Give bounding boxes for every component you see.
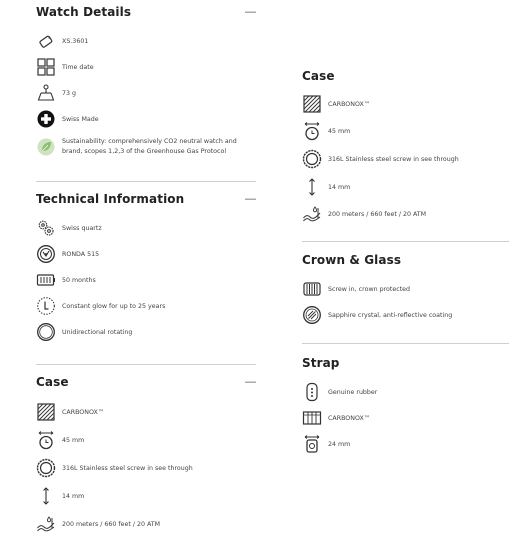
battery-icon bbox=[36, 270, 56, 290]
strap-row-material bbox=[302, 379, 509, 405]
crown-label: Screw in, crown protected bbox=[328, 285, 411, 293]
tech-row-movement-type bbox=[36, 215, 256, 241]
case-label: 200 meters / 660 feet / 20 ATM bbox=[62, 520, 161, 528]
strap-label: Genuine rubber bbox=[328, 388, 378, 396]
strap-material-icon bbox=[302, 408, 322, 428]
detail-row-sustainability bbox=[36, 132, 256, 162]
section-title: Technical Information bbox=[36, 192, 185, 206]
luminous-icon bbox=[36, 296, 56, 316]
detail-label: Sustainability: comprehensively CO2 neutral watch and brand, scopes 1,2,3 of the Greenhouse Gas Protocol bbox=[62, 138, 237, 155]
strap-list bbox=[302, 379, 509, 457]
water-resistance-icon bbox=[36, 514, 56, 534]
crown-glass-list bbox=[302, 276, 509, 328]
watch-details-list bbox=[36, 28, 256, 162]
collapse-toggle[interactable]: — bbox=[245, 376, 256, 388]
case-row-diameter bbox=[36, 426, 256, 454]
crown-row bbox=[302, 276, 509, 302]
detail-row-weight bbox=[36, 80, 256, 106]
section-divider bbox=[36, 181, 256, 182]
caseback-icon bbox=[302, 149, 322, 169]
strap-label: 24 mm bbox=[328, 440, 351, 448]
leaf-icon bbox=[36, 137, 56, 157]
rubber-strap-icon bbox=[302, 382, 322, 402]
detail-label: 73 g bbox=[62, 89, 77, 97]
case-row-height bbox=[36, 482, 256, 510]
glass-label: Sapphire crystal, anti-reflective coating bbox=[328, 311, 453, 319]
weight-icon bbox=[36, 83, 56, 103]
movement-icon bbox=[36, 244, 56, 264]
section-title: Strap bbox=[302, 356, 340, 370]
height-icon bbox=[302, 177, 322, 197]
tech-row-battery bbox=[36, 267, 256, 293]
swiss-cross-icon bbox=[36, 109, 56, 129]
technical-list bbox=[36, 215, 256, 345]
section-divider bbox=[36, 364, 256, 365]
crown-glass-header[interactable] bbox=[302, 250, 509, 270]
tech-label: RONDA 515 bbox=[62, 250, 100, 258]
section-title: Watch Details bbox=[36, 5, 132, 19]
case-row-water-resistance bbox=[36, 510, 256, 538]
material-icon bbox=[302, 94, 322, 114]
case-section-right bbox=[302, 66, 509, 227]
tech-label: Swiss quartz bbox=[62, 224, 102, 232]
case-label: 45 mm bbox=[62, 436, 85, 444]
case-section-left bbox=[36, 372, 256, 538]
case-row-height bbox=[302, 173, 509, 201]
grid-icon bbox=[36, 57, 56, 77]
detail-label: XS.3601 bbox=[62, 37, 89, 45]
tech-row-bezel bbox=[36, 319, 256, 345]
crown-glass-section bbox=[302, 250, 509, 328]
case-row-material bbox=[302, 91, 509, 117]
detail-row-origin bbox=[36, 106, 256, 132]
crystal-icon bbox=[302, 305, 322, 325]
case-row-caseback bbox=[302, 145, 509, 173]
diameter-icon bbox=[36, 430, 56, 450]
case-header[interactable] bbox=[302, 66, 509, 86]
case-row-material bbox=[36, 398, 256, 426]
section-title: Case bbox=[36, 375, 69, 389]
case-row-water-resistance bbox=[302, 201, 509, 227]
bezel-icon bbox=[36, 322, 56, 342]
crown-icon bbox=[302, 279, 322, 299]
collapse-toggle[interactable]: — bbox=[245, 193, 256, 205]
diameter-icon bbox=[302, 121, 322, 141]
strap-width-icon bbox=[302, 434, 322, 454]
case-label: 45 mm bbox=[328, 127, 351, 135]
detail-label: Time date bbox=[62, 63, 94, 71]
section-divider bbox=[302, 241, 509, 242]
strap-header[interactable] bbox=[302, 353, 509, 373]
case-label: 14 mm bbox=[62, 492, 85, 500]
section-title: Crown & Glass bbox=[302, 253, 402, 267]
case-label: 316L Stainless steel screw in see through bbox=[328, 155, 459, 163]
glass-row bbox=[302, 302, 509, 328]
tech-row-caliber bbox=[36, 241, 256, 267]
watch-details-section bbox=[36, 0, 256, 162]
tag-icon bbox=[36, 31, 56, 51]
case-row-caseback bbox=[36, 454, 256, 482]
case-label: CARBONOX™ bbox=[328, 100, 371, 108]
case-label: 14 mm bbox=[328, 183, 351, 191]
collapse-toggle[interactable]: — bbox=[245, 6, 256, 18]
case-label: 200 meters / 660 feet / 20 ATM bbox=[328, 210, 427, 218]
height-icon bbox=[36, 486, 56, 506]
gears-icon bbox=[36, 218, 56, 238]
section-divider bbox=[302, 343, 509, 344]
strap-section bbox=[302, 353, 509, 457]
caseback-icon bbox=[36, 458, 56, 478]
tech-label: Unidirectional rotating bbox=[62, 328, 133, 336]
case-label: 316L Stainless steel screw in see through bbox=[62, 464, 193, 472]
tech-row-luminescence bbox=[36, 293, 256, 319]
tech-label: 50 months bbox=[62, 276, 96, 284]
water-resistance-icon bbox=[302, 204, 322, 224]
strap-row-width bbox=[302, 431, 509, 457]
material-icon bbox=[36, 402, 56, 422]
case-list bbox=[36, 398, 256, 538]
case-header[interactable] bbox=[36, 372, 256, 392]
strap-label: CARBONOX™ bbox=[328, 414, 371, 422]
technical-header[interactable] bbox=[36, 189, 256, 209]
section-title: Case bbox=[302, 69, 335, 83]
technical-section bbox=[36, 189, 256, 345]
tech-label: Constant glow for up to 25 years bbox=[62, 302, 166, 310]
case-row-diameter bbox=[302, 117, 509, 145]
detail-label: Swiss Made bbox=[62, 115, 99, 123]
detail-row-function bbox=[36, 54, 256, 80]
case-list bbox=[302, 91, 509, 227]
watch-details-header[interactable] bbox=[36, 2, 256, 22]
strap-row-clasp bbox=[302, 405, 509, 431]
case-label: CARBONOX™ bbox=[62, 408, 105, 416]
detail-row-reference bbox=[36, 28, 256, 54]
